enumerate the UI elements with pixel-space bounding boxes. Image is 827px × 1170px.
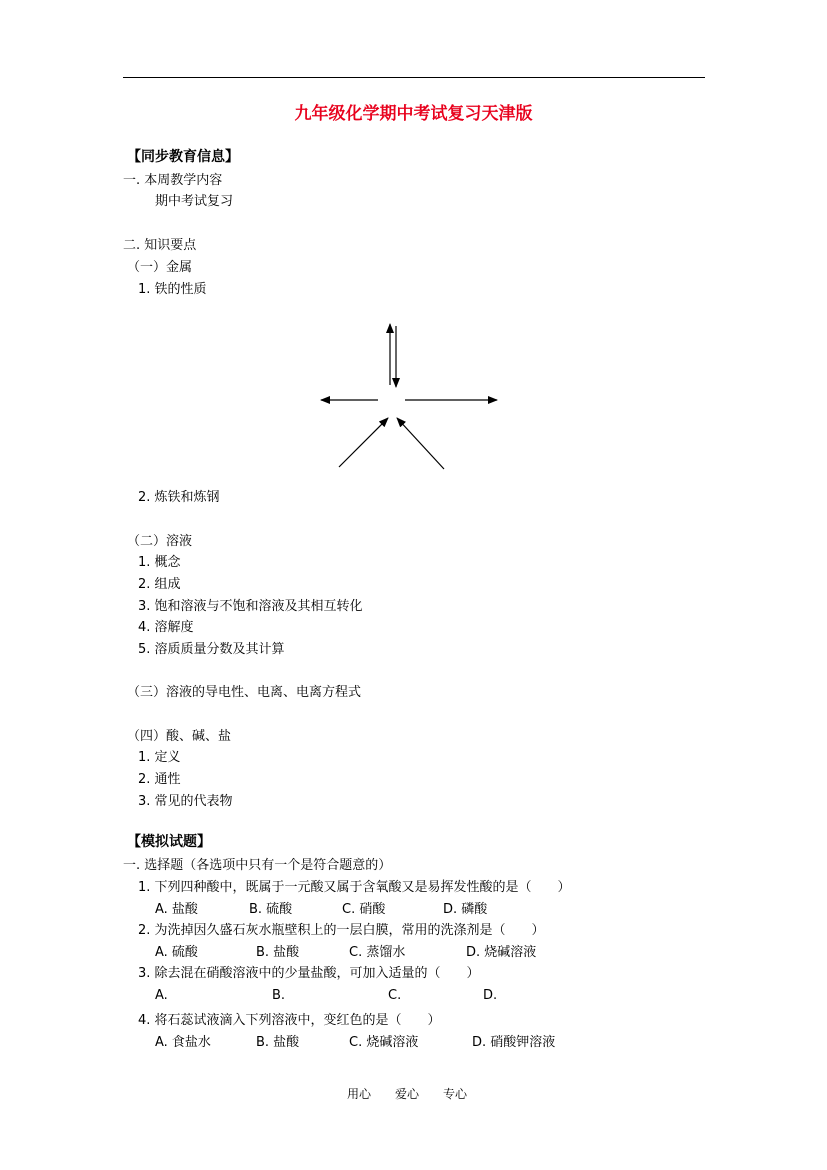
arrow-lower-right xyxy=(397,418,444,469)
page-title: 九年级化学期中考试复习天津版 xyxy=(294,104,533,124)
question-2-option-a: A. 硫酸 xyxy=(155,945,198,960)
question-2-stem: 2. 为洗掉因久盛石灰水瓶壁积上的一层白膜，常用的洗涤剂是（ ） xyxy=(138,923,545,938)
page-footer: 用心 爱心 专心 xyxy=(347,1087,468,1101)
solution-item-4: 4. 溶解度 xyxy=(138,620,194,635)
question-4-option-d: D. 硝酸钾溶液 xyxy=(472,1035,556,1050)
metal-item-1: 1. 铁的性质 xyxy=(138,282,207,297)
solution-item-2: 2. 组成 xyxy=(138,577,181,592)
choice-section-label: 一. 选择题（各选项中只有一个是符合题意的） xyxy=(123,858,392,873)
question-4-option-c: C. 烧碱溶液 xyxy=(349,1035,419,1050)
question-3-stem: 3. 除去混在硝酸溶液中的少量盐酸，可加入适量的（ ） xyxy=(138,966,480,981)
solution-label: （二）溶液 xyxy=(127,534,193,549)
question-4-stem: 4. 将石蕊试液滴入下列溶液中，变红色的是（ ） xyxy=(138,1013,441,1028)
question-3-option-a: A. xyxy=(155,988,168,1003)
question-3-option-d: D. xyxy=(483,988,498,1003)
conductivity-label: （三）溶液的导电性、电离、电离方程式 xyxy=(127,685,362,700)
question-1-option-c: C. 硝酸 xyxy=(342,902,386,917)
question-1-option-b: B. 硫酸 xyxy=(249,902,293,917)
metal-item-2: 2. 炼铁和炼钢 xyxy=(138,490,220,505)
question-1-option-a: A. 盐酸 xyxy=(155,902,198,917)
solution-item-3: 3. 饱和溶液与不饱和溶液及其相互转化 xyxy=(138,599,363,614)
question-2-option-b: B. 盐酸 xyxy=(256,945,300,960)
question-4-option-b: B. 盐酸 xyxy=(256,1035,300,1050)
acid-base-salt-label: （四）酸、碱、盐 xyxy=(127,729,232,744)
solution-item-1: 1. 概念 xyxy=(138,555,181,570)
question-1-stem: 1. 下列四种酸中，既属于一元酸又属于含氧酸又是易挥发性酸的是（ ） xyxy=(138,880,571,895)
question-2-option-c: C. 蒸馏水 xyxy=(349,945,406,960)
acid-base-salt-item-2: 2. 通性 xyxy=(138,772,181,787)
question-2-option-d: D. 烧碱溶液 xyxy=(466,945,537,960)
section-heading-sync-info: 【同步教育信息】 xyxy=(127,149,239,165)
question-3-option-c: C. xyxy=(388,988,402,1003)
question-1-option-d: D. 磷酸 xyxy=(443,902,488,917)
section-heading-mock-test: 【模拟试题】 xyxy=(127,834,211,850)
part2-label: 二. 知识要点 xyxy=(123,238,197,253)
question-3-option-b: B. xyxy=(272,988,286,1003)
metal-label: （一）金属 xyxy=(127,260,193,275)
question-4-option-a: A. 食盐水 xyxy=(155,1035,211,1050)
acid-base-salt-item-1: 1. 定义 xyxy=(138,750,181,765)
part1-label: 一. 本周教学内容 xyxy=(123,173,223,188)
solution-item-5: 5. 溶质质量分数及其计算 xyxy=(138,642,285,657)
arrow-lower-left xyxy=(339,418,388,467)
acid-base-salt-item-3: 3. 常见的代表物 xyxy=(138,794,233,809)
part1-content: 期中考试复习 xyxy=(155,194,234,209)
